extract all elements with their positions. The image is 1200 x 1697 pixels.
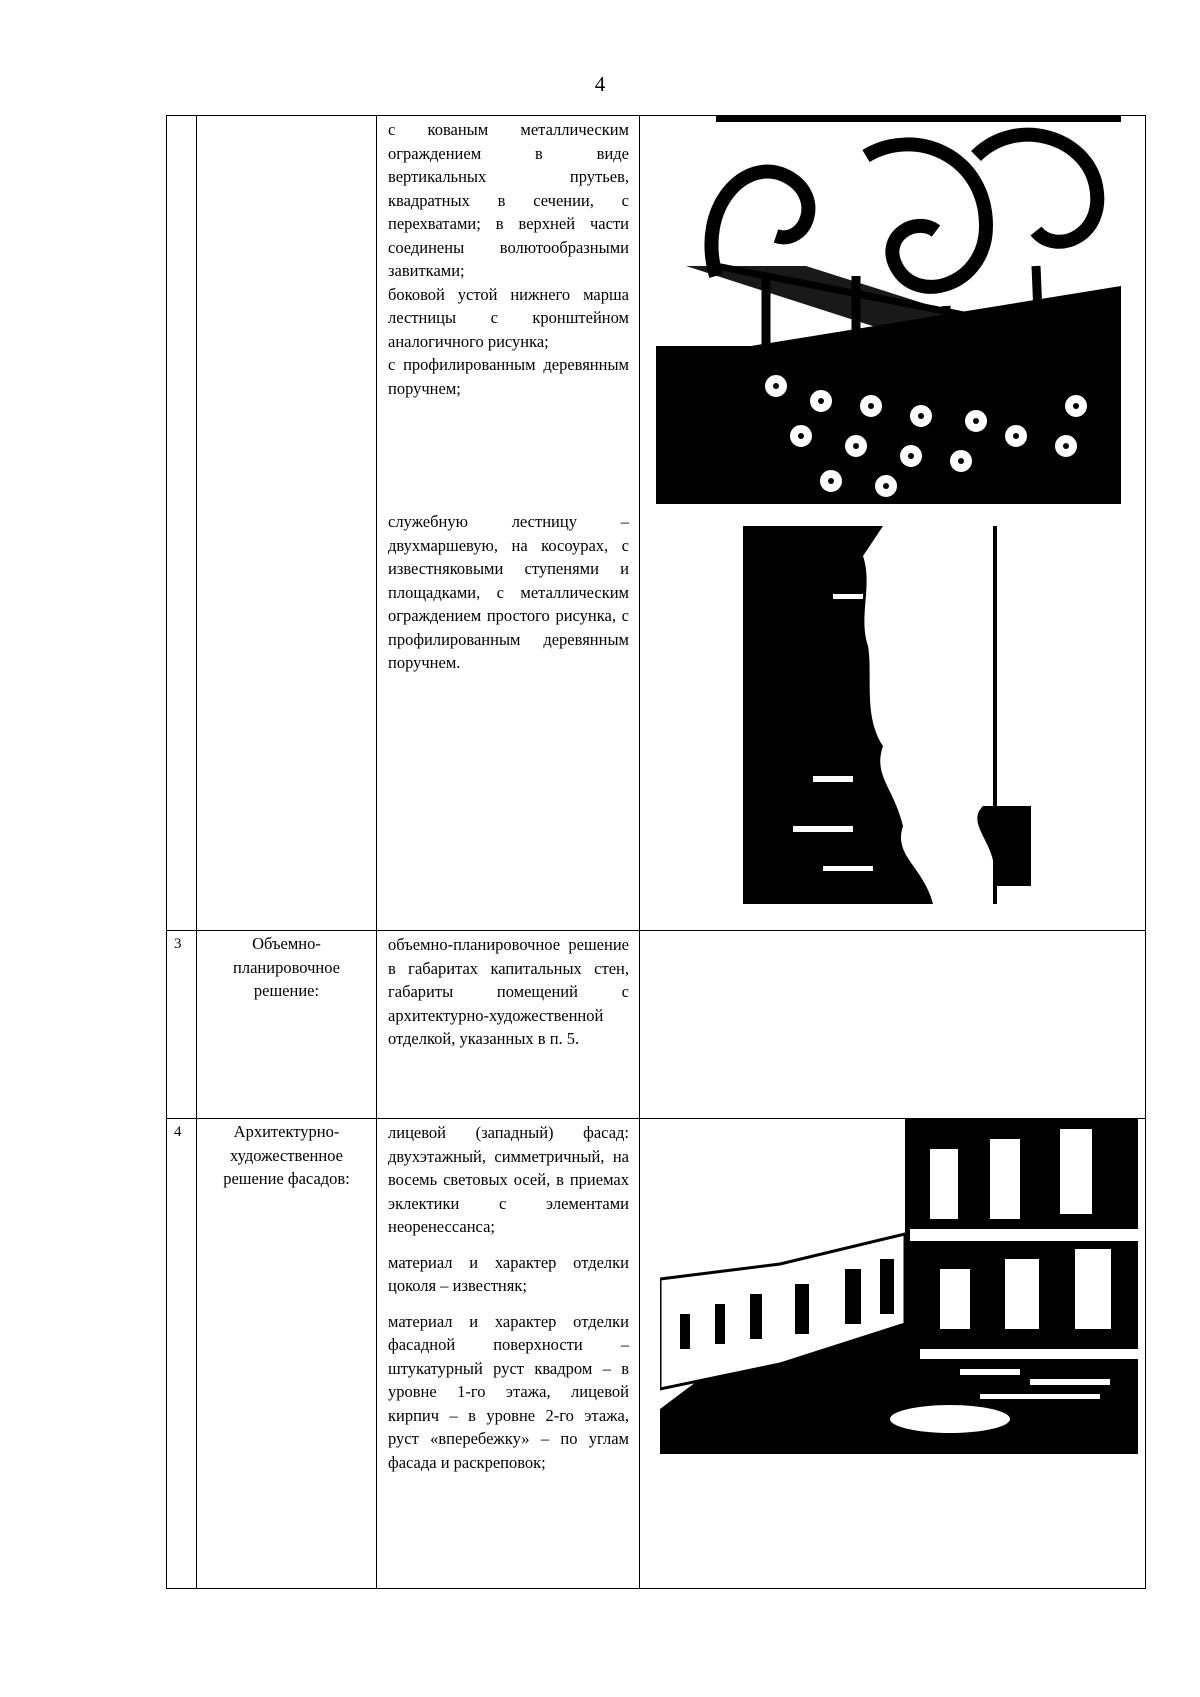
page-number: 4 <box>594 72 606 96</box>
row-description-cell <box>377 116 640 931</box>
document-table <box>166 115 1146 1589</box>
description-paragraph: материал и характер отделки фасадной поверхности – штукатурный руст квадром – в уровне 1-го этажа, лицевой кирпич – в уровне 2-го этажа, руст «вперебежку» – по углам фасада и раскреповок; <box>388 1311 629 1472</box>
description-paragraph: лицевой (западный) фасад: двухэтажный, симметричный, на восемь световых осей, в приемах эклектики с элементами неоренессанса; <box>388 1123 629 1236</box>
description-paragraph: служебную лестницу – двухмаршевую, на косоурах, с известняковыми ступенями и площадками, с металлическим ограждением простого рисунка, с профилированным деревянным поручнем. <box>388 512 629 672</box>
row-number-cell: 4 <box>167 1119 197 1589</box>
row-photo-cell <box>640 1119 1146 1589</box>
row-photo-cell <box>640 931 1146 1119</box>
row-number-cell <box>167 116 197 931</box>
description-paragraph: с кованым металлическим ограждением в виде вертикальных прутьев, квадратных в сечении, с перехватами; в верхней части соединены волютообразными завитками; <box>388 120 629 280</box>
description-paragraph: материал и характер отделки цоколя – известняк; <box>388 1252 629 1295</box>
row-photo-cell <box>640 116 1146 931</box>
row-number-cell: 3 <box>167 931 197 1119</box>
description-paragraph: с профилированным деревянным поручнем; <box>388 355 629 398</box>
description-paragraph: объемно-планировочное решение в габаритах капитальных стен, габариты помещений с архитектурно-художественной отделкой, указанных в п. 5. <box>388 935 629 1048</box>
row-name-cell: Объемно-планировочное решение: <box>197 931 377 1119</box>
row-name-cell <box>197 116 377 931</box>
row-name-cell: Архитектурно-художественное решение фасадов: <box>197 1119 377 1589</box>
service-staircase-photo <box>743 526 1031 904</box>
description-paragraph: боковой устой нижнего марша лестницы с кронштейном аналогичного рисунка; <box>388 284 629 351</box>
railing-photo <box>656 116 1121 504</box>
table-row-layout <box>167 931 1146 1119</box>
table-row-facades <box>167 1119 1146 1589</box>
row-description-cell <box>377 1119 640 1589</box>
table-row-staircase <box>167 116 1146 931</box>
facade-photo <box>660 1119 1138 1454</box>
row-description-cell <box>377 931 640 1119</box>
